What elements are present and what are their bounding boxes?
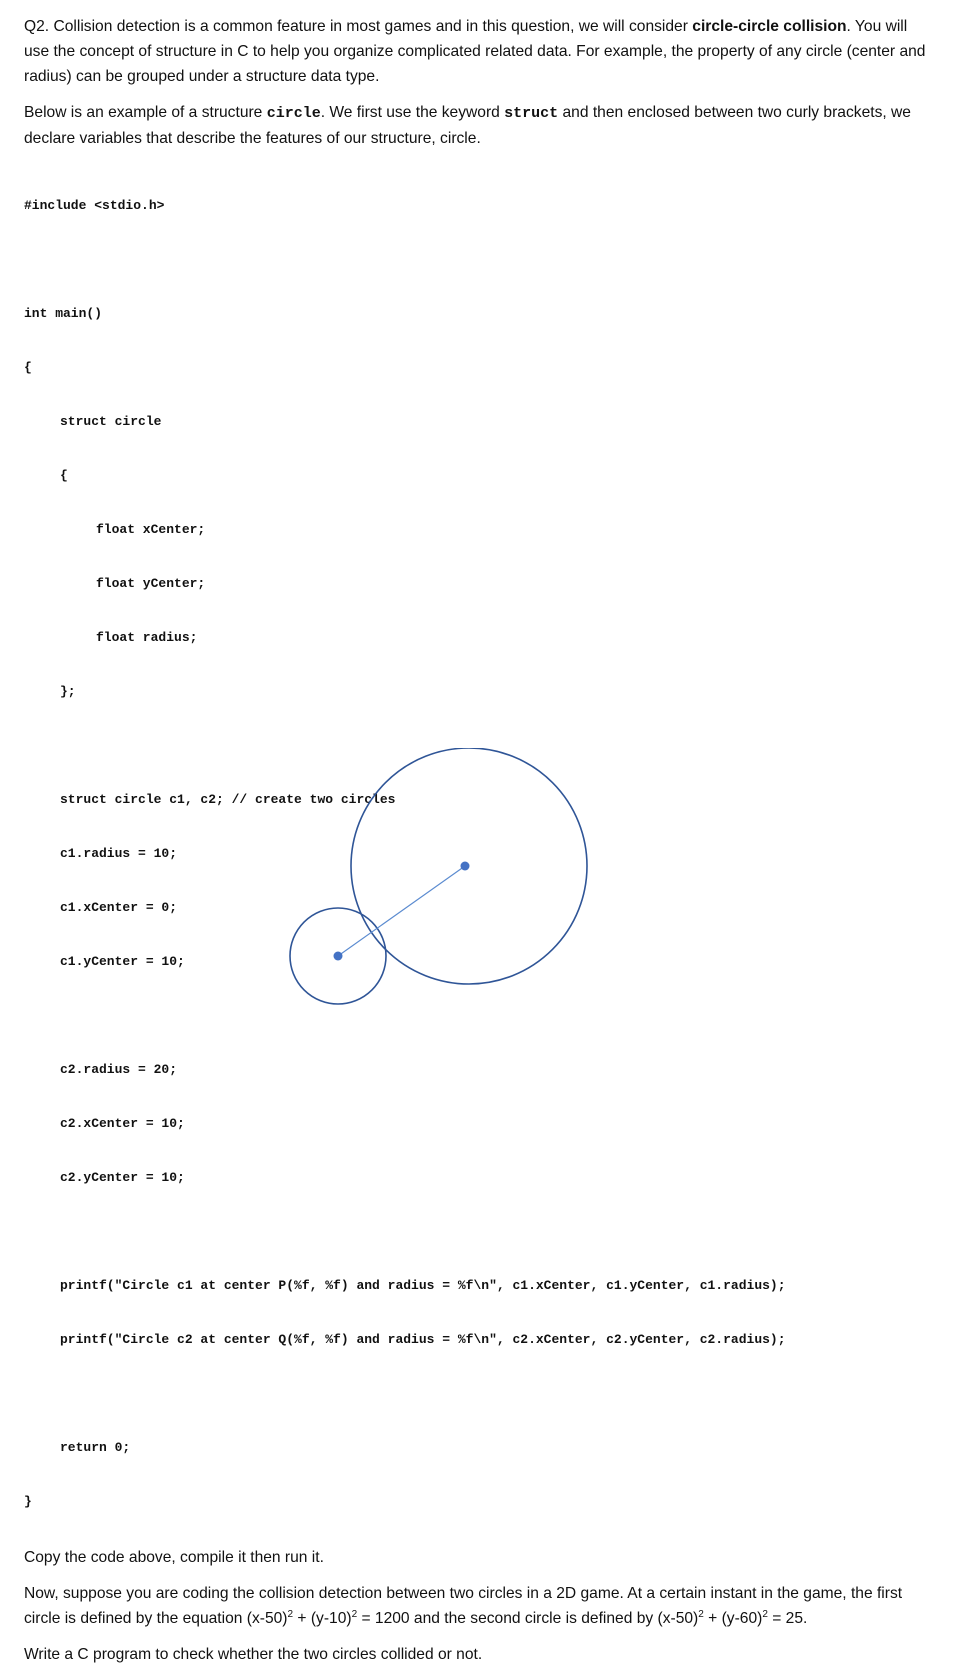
scenario-text: = 1200 and the second circle is defined by (x-50) <box>357 1610 699 1627</box>
code-line: c2.yCenter = 10; <box>60 1170 185 1185</box>
copy-instruction: Copy the code above, compile it then run it. <box>24 1549 324 1566</box>
code-line: float xCenter; <box>96 522 206 537</box>
scenario-text: + (y-10) <box>293 1610 352 1627</box>
inline-code-circle: circle <box>266 105 321 122</box>
struct-text-b: . We first use the keyword <box>320 104 505 121</box>
superscript: 2 <box>762 1608 768 1620</box>
small-circle-center-dot <box>334 952 343 961</box>
code-line: float radius; <box>96 630 198 645</box>
circles-diagram <box>280 748 600 1048</box>
structure-explanation <box>24 100 936 151</box>
task-instruction: Write a C program to check whether the two circles collided or not. <box>24 1646 483 1663</box>
struct-text-c: and then enclosed between two curly brackets, we declare variables that describe the features of our structure, circle. <box>24 104 911 147</box>
scenario-text: Now, suppose you are coding the collision detection between two circles in a 2D game. At a certain instant in the game, the first circle is defined by the equation (x-50) <box>24 1585 903 1627</box>
code-line: c1.xCenter = 0; <box>60 900 178 915</box>
code-line: c1.radius = 10; <box>60 846 178 861</box>
code-line: printf("Circle c2 at center Q(%f, %f) and radius = %f\n", c2.xCenter, c2.yCenter, c2.radius); <box>60 1332 786 1347</box>
scenario-text: = 25. <box>767 1610 808 1627</box>
code-line: c2.xCenter = 10; <box>60 1116 185 1131</box>
center-connector-line <box>338 866 465 956</box>
code-line: } <box>24 1494 32 1509</box>
inline-code-struct: struct <box>504 105 559 122</box>
superscript: 2 <box>287 1608 294 1620</box>
code-line: struct circle c1, c2; // create two circles <box>60 792 396 807</box>
code-line: #include <stdio.h> <box>24 198 165 213</box>
code-line: }; <box>60 684 76 699</box>
large-circle-center-dot <box>461 862 470 871</box>
code-line: int main() <box>24 306 103 321</box>
code-line: struct circle <box>60 414 162 429</box>
code-line: printf("Circle c1 at center P(%f, %f) and radius = %f\n", c1.xCenter, c1.yCenter, c1.radius); <box>60 1278 786 1293</box>
code-line: float yCenter; <box>96 576 206 591</box>
scenario-text: + (y-60) <box>703 1610 763 1627</box>
code-line: { <box>24 360 32 375</box>
code-line: c1.yCenter = 10; <box>60 954 185 969</box>
struct-text-a: Below is an example of a structure <box>24 104 267 121</box>
code-line: c2.radius = 20; <box>60 1062 178 1077</box>
intro-text: Q2. Collision detection is a common feature in most games and in this question, we will consider <box>24 18 693 35</box>
code-line: return 0; <box>60 1440 131 1455</box>
code-line: { <box>60 468 68 483</box>
intro-text-rest: . You will use the concept of structure in C to help you organize complicated related data. For example, the property of any circle (center and radius) can be grouped under a structure data type. <box>24 18 926 85</box>
collision-scenario <box>24 1581 936 1631</box>
superscript: 2 <box>698 1608 704 1620</box>
circles-svg <box>280 748 600 1048</box>
question-intro <box>24 14 936 89</box>
superscript: 2 <box>351 1608 358 1620</box>
intro-bold-term: circle-circle collision <box>692 18 847 35</box>
